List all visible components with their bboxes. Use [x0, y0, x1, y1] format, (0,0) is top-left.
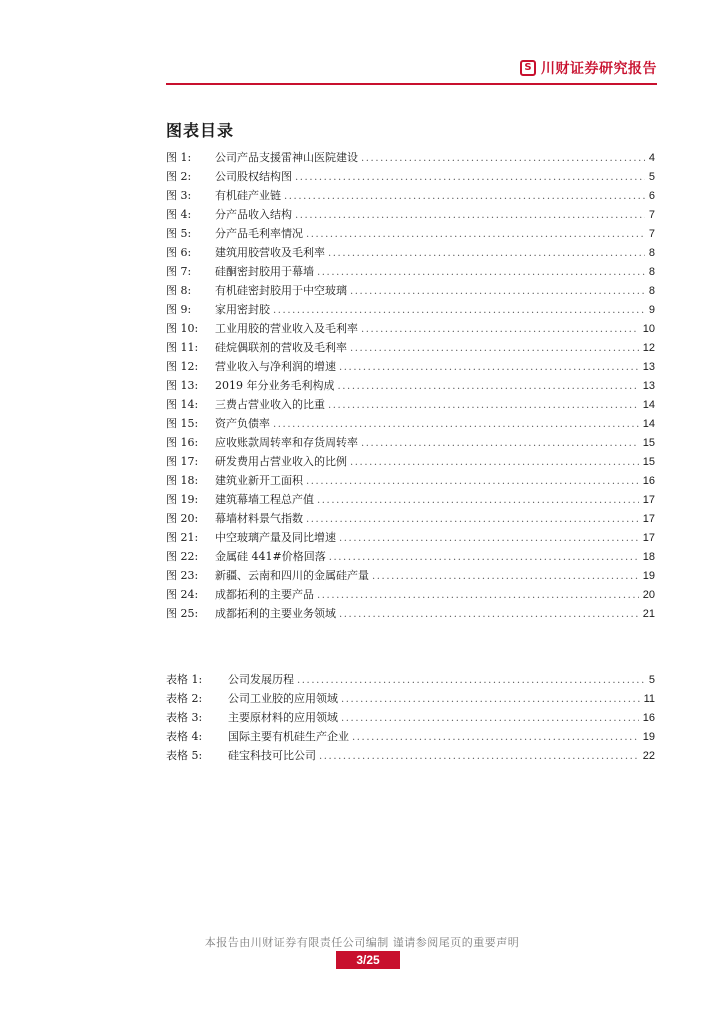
table-page-number: 5 [648, 674, 655, 686]
figure-label: 图 17: [166, 455, 199, 468]
dot-leader [328, 248, 645, 259]
page-header [166, 56, 657, 82]
figure-entry[interactable] [166, 472, 655, 491]
dot-leader [329, 552, 639, 563]
figure-page-number: 8 [648, 247, 655, 259]
table-page-number: 11 [643, 693, 655, 705]
figure-label: 图 22: [166, 550, 199, 563]
figure-page-number: 21 [642, 608, 655, 620]
figure-page-number: 8 [648, 285, 655, 297]
table-entry[interactable] [166, 709, 655, 728]
figure-entry[interactable] [166, 567, 655, 586]
figure-caption: 硅烷偶联剂的营收及毛利率 [215, 341, 347, 354]
figure-caption: 资产负债率 [215, 417, 270, 430]
table-caption: 主要原材料的应用领域 [228, 711, 338, 724]
dot-leader [319, 751, 639, 762]
figure-entry[interactable] [166, 301, 655, 320]
figure-label: 图 8: [166, 284, 192, 297]
figure-entry[interactable] [166, 149, 655, 168]
page-number-badge: 3/25 [336, 951, 400, 969]
brand-name: 川财证券研究报告 [541, 61, 657, 77]
figure-entry[interactable] [166, 548, 655, 567]
figure-entry[interactable] [166, 605, 655, 624]
dot-leader [317, 267, 645, 278]
figure-entry[interactable] [166, 396, 655, 415]
figure-page-number: 5 [648, 171, 655, 183]
table-label: 表格 5: [166, 749, 203, 762]
dot-leader [306, 514, 639, 525]
figure-entry[interactable] [166, 529, 655, 548]
table-page-number: 16 [642, 712, 655, 724]
figure-caption: 2019 年分业务毛利构成 [215, 379, 335, 392]
figure-entry[interactable] [166, 320, 655, 339]
header-divider [166, 83, 657, 85]
figure-entry[interactable] [166, 510, 655, 529]
figure-entry[interactable] [166, 187, 655, 206]
table-label: 表格 4: [166, 730, 203, 743]
figure-entry[interactable] [166, 434, 655, 453]
table-caption: 公司发展历程 [228, 673, 294, 686]
dot-leader [295, 172, 645, 183]
figure-page-number: 8 [648, 266, 655, 278]
dot-leader [339, 609, 639, 620]
table-entry[interactable] [166, 671, 655, 690]
figure-caption: 建筑幕墙工程总产值 [215, 493, 314, 506]
figure-label: 图 24: [166, 588, 199, 601]
figure-label: 图 7: [166, 265, 192, 278]
figure-entry[interactable] [166, 339, 655, 358]
figure-label: 图 14: [166, 398, 199, 411]
toc-title: 图表目录 [166, 121, 235, 140]
figure-page-number: 18 [642, 551, 655, 563]
dot-leader [361, 438, 639, 449]
dot-leader [339, 362, 639, 373]
figure-entry[interactable] [166, 377, 655, 396]
table-caption: 国际主要有机硅生产企业 [228, 730, 349, 743]
figure-label: 图 11: [166, 341, 199, 354]
footer-disclaimer: 本报告由川财证券有限责任公司编制 谨请参阅尾页的重要声明 [204, 936, 520, 949]
figure-caption: 成都拓利的主要产品 [215, 588, 314, 601]
figure-caption: 建筑用胶营收及毛利率 [215, 246, 325, 259]
figure-page-number: 12 [642, 342, 655, 354]
figure-entry[interactable] [166, 206, 655, 225]
table-list [166, 671, 655, 766]
figure-entry[interactable] [166, 168, 655, 187]
figure-entry[interactable] [166, 415, 655, 434]
figure-label: 图 18: [166, 474, 199, 487]
dot-leader [361, 153, 645, 164]
table-page-number: 19 [642, 731, 655, 743]
table-entry[interactable] [166, 747, 655, 766]
figure-caption: 幕墙材料景气指数 [215, 512, 303, 525]
dot-leader [273, 305, 645, 316]
figure-label: 图 25: [166, 607, 199, 620]
dot-leader [338, 381, 639, 392]
dot-leader [306, 476, 639, 487]
figure-page-number: 13 [642, 380, 655, 392]
table-label: 表格 1: [166, 673, 203, 686]
figure-entry[interactable] [166, 586, 655, 605]
dot-leader [350, 343, 639, 354]
figure-label: 图 3: [166, 189, 192, 202]
dot-leader [317, 495, 639, 506]
figure-page-number: 20 [642, 589, 655, 601]
figure-caption: 家用密封胶 [215, 303, 270, 316]
figure-caption: 建筑业新开工面积 [215, 474, 303, 487]
dot-leader [352, 732, 639, 743]
figure-label: 图 19: [166, 493, 199, 506]
figure-label: 图 5: [166, 227, 192, 240]
table-caption: 硅宝科技可比公司 [228, 749, 316, 762]
dot-leader [297, 675, 645, 686]
figure-page-number: 14 [642, 399, 655, 411]
figure-label: 图 4: [166, 208, 192, 221]
dot-leader [372, 571, 639, 582]
figure-caption: 有机硅产业链 [215, 189, 281, 202]
dot-leader [350, 286, 645, 297]
dot-leader [284, 191, 645, 202]
figure-caption: 研发费用占营业收入的比例 [215, 455, 347, 468]
figure-entry[interactable] [166, 358, 655, 377]
figure-caption: 三费占营业收入的比重 [215, 398, 325, 411]
figure-label: 图 2: [166, 170, 192, 183]
brand-logo-icon: S [520, 60, 536, 76]
figure-label: 图 21: [166, 531, 199, 544]
table-entry[interactable] [166, 690, 655, 709]
dot-leader [341, 694, 640, 705]
figure-caption: 金属硅 441#价格回落 [215, 550, 326, 563]
figure-label: 图 10: [166, 322, 199, 335]
figure-page-number: 7 [648, 228, 655, 240]
dot-leader [317, 590, 639, 601]
figure-page-number: 16 [642, 475, 655, 487]
figure-caption: 分产品毛利率情况 [215, 227, 303, 240]
figure-label: 图 23: [166, 569, 199, 582]
figure-label: 图 13: [166, 379, 199, 392]
table-caption: 公司工业胶的应用领域 [228, 692, 338, 705]
figure-page-number: 4 [648, 152, 655, 164]
brand [520, 58, 657, 78]
figure-label: 图 9: [166, 303, 192, 316]
dot-leader [328, 400, 639, 411]
figure-entry[interactable] [166, 263, 655, 282]
figure-caption: 中空玻璃产量及同比增速 [215, 531, 336, 544]
figure-page-number: 15 [642, 456, 655, 468]
dot-leader [341, 713, 639, 724]
figure-entry[interactable] [166, 244, 655, 263]
figure-page-number: 15 [642, 437, 655, 449]
figure-label: 图 6: [166, 246, 192, 259]
figure-entry[interactable] [166, 225, 655, 244]
figure-caption: 工业用胶的营业收入及毛利率 [215, 322, 358, 335]
figure-caption: 新疆、云南和四川的金属硅产量 [215, 569, 369, 582]
figure-page-number: 6 [648, 190, 655, 202]
dot-leader [339, 533, 639, 544]
figure-caption: 应收账款周转率和存货周转率 [215, 436, 358, 449]
figure-caption: 公司股权结构图 [215, 170, 292, 183]
table-label: 表格 2: [166, 692, 203, 705]
table-label: 表格 3: [166, 711, 203, 724]
figure-caption: 分产品收入结构 [215, 208, 292, 221]
figure-page-number: 7 [648, 209, 655, 221]
figure-entry[interactable] [166, 491, 655, 510]
figure-label: 图 15: [166, 417, 199, 430]
dot-leader [306, 229, 645, 240]
table-entry[interactable] [166, 728, 655, 747]
figure-list [166, 149, 655, 624]
figure-page-number: 14 [642, 418, 655, 430]
figure-label: 图 1: [166, 151, 192, 164]
dot-leader [295, 210, 645, 221]
figure-caption: 硅酮密封胶用于幕墙 [215, 265, 314, 278]
dot-leader [273, 419, 639, 430]
figure-label: 图 20: [166, 512, 199, 525]
figure-entry[interactable] [166, 453, 655, 472]
figure-page-number: 13 [642, 361, 655, 373]
figure-label: 图 12: [166, 360, 199, 373]
dot-leader [350, 457, 639, 468]
figure-page-number: 17 [642, 532, 655, 544]
figure-page-number: 10 [642, 323, 655, 335]
dot-leader [361, 324, 639, 335]
figure-caption: 有机硅密封胶用于中空玻璃 [215, 284, 347, 297]
figure-caption: 营业收入与净利润的增速 [215, 360, 336, 373]
figure-page-number: 17 [642, 513, 655, 525]
figure-label: 图 16: [166, 436, 199, 449]
figure-entry[interactable] [166, 282, 655, 301]
figure-page-number: 9 [648, 304, 655, 316]
figure-caption: 公司产品支援雷神山医院建设 [215, 151, 358, 164]
figure-page-number: 19 [642, 570, 655, 582]
figure-page-number: 17 [642, 494, 655, 506]
table-page-number: 22 [642, 750, 655, 762]
figure-caption: 成都拓利的主要业务领域 [215, 607, 336, 620]
